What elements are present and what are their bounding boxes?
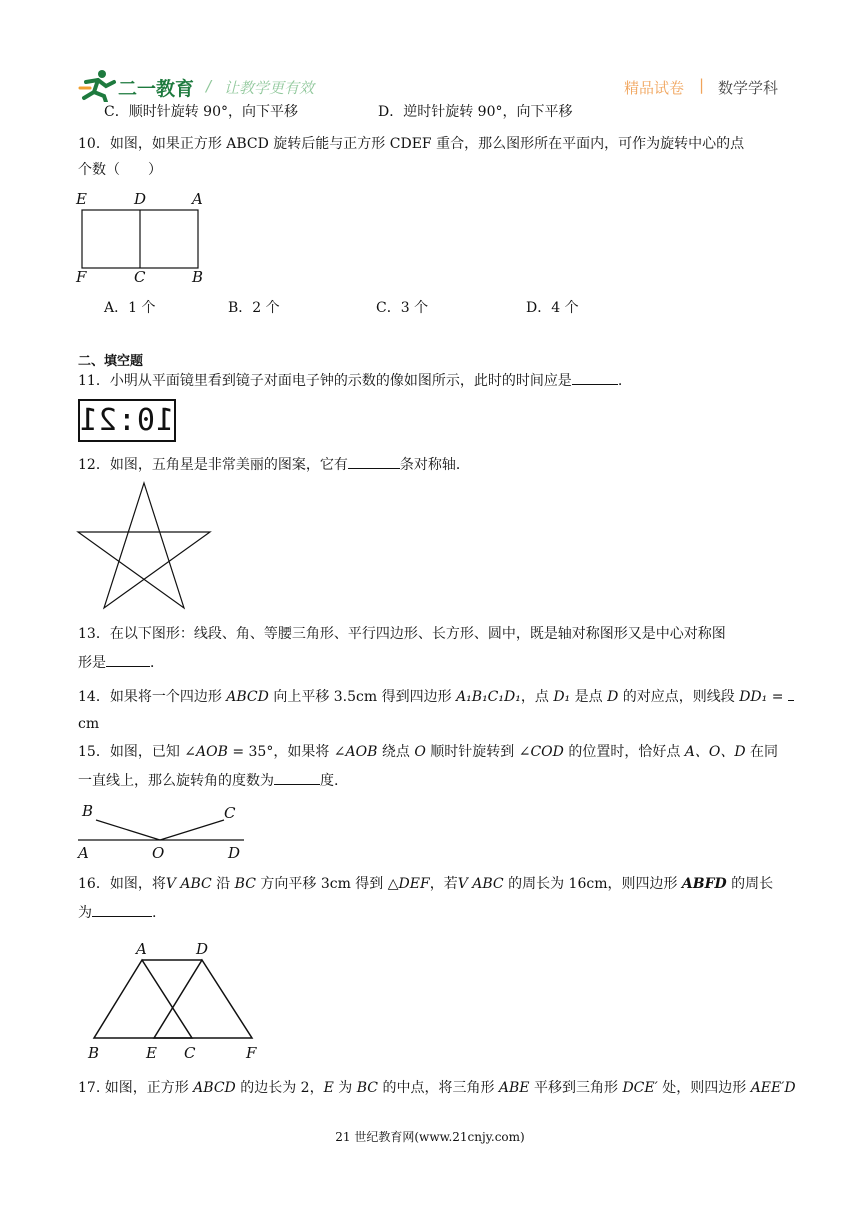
triangle-def [154, 960, 252, 1038]
pentagram [78, 483, 210, 608]
answer-blank [788, 686, 794, 701]
q15-angle-figure [74, 798, 254, 862]
footer: 21 世纪教育网(www.21cnjy.com) [335, 1130, 525, 1144]
label-c: C [224, 804, 236, 822]
label-f: F [246, 1044, 257, 1062]
q10-figure [70, 188, 220, 286]
label-b: B [88, 1044, 100, 1062]
ray-oc [160, 820, 224, 840]
label-d: D [196, 940, 209, 958]
label-a: A [136, 940, 147, 958]
q16-text-line1: 16．如图，将V ABC 沿 BC 方向平移 3cm 得到 △DEF，若V ABC 的周长为 16cm，则四边形 ABFD 的周长 [78, 876, 774, 892]
q10-option-b: B．2 个 [228, 300, 280, 316]
mirrored-clock-display [78, 399, 176, 442]
label-b: B [82, 802, 94, 820]
runner-logo-icon [78, 68, 120, 102]
clock-digits: 10:21 [78, 403, 174, 438]
answer-blank [348, 454, 400, 469]
label-f: F [76, 268, 87, 286]
q17-text: 17. 如图，正方形 ABCD 的边长为 2，E 为 BC 的中点，将三角形 ABE 平移到三角形 DCE′ 处，则四边形 AEE′D [78, 1080, 796, 1096]
q16-translation-figure [84, 938, 268, 1064]
answer-blank [106, 652, 150, 667]
label-b: B [192, 268, 204, 286]
answer-blank [92, 902, 152, 917]
header-subject: 数学学科 [718, 79, 779, 97]
label-c: C [134, 268, 146, 286]
q10-option-a: A．1 个 [104, 300, 156, 316]
answer-blank [274, 770, 320, 785]
q15-text-line1: 15．如图，已知 ∠AOB = 35°，如果将 ∠AOB 绕点 O 顺时针旋转到 ∠COD 的位置时，恰好点 A、O、D 在同 [78, 744, 779, 760]
q11-text: 11．小明从平面镜里看到镜子对面电子钟的示数的像如图所示，此时的时间应是 . [78, 370, 622, 391]
answer-blank [572, 370, 618, 385]
brand-name: 二一教育 [118, 78, 195, 100]
q12-text: 12．如图，五角星是非常美丽的图案，它有 条对称轴． [78, 454, 470, 475]
header-divider: | [699, 76, 705, 94]
q13-text-line1: 13．在以下图形：线段、角、等腰三角形、平行四边形、长方形、圆中，既是轴对称图形又是中心对称图 [78, 626, 726, 642]
label-d: D [228, 844, 241, 862]
q13-text-line2: 形是 ． [78, 652, 164, 673]
label-e: E [146, 1044, 157, 1062]
q9-option-d: D．逆时针旋转 90°，向下平移 [378, 104, 573, 120]
label-c: C [184, 1044, 196, 1062]
label-d: D [134, 190, 147, 208]
label-o: O [152, 844, 165, 862]
q16-text-line2: 为 . [78, 902, 156, 923]
label-a: A [192, 190, 203, 208]
section-title: 二、填空题 [78, 354, 144, 369]
q14-unit: cm [78, 716, 100, 732]
q9-option-c: C．顺时针旋转 90°，向下平移 [104, 104, 298, 120]
q10-option-d: D．4 个 [526, 300, 579, 316]
q10-text-line2: 个数（ ） [78, 162, 162, 178]
header-label: 精品试卷 [624, 79, 685, 97]
label-a: A [78, 844, 89, 862]
q10-text-line1: 10．如图，如果正方形 ABCD 旋转后能与正方形 CDEF 重合，那么图形所在平面内，可作为旋转中心的点 [78, 136, 745, 152]
brand-slogan: 让教学更有效 [224, 79, 315, 97]
q10-option-c: C．3 个 [376, 300, 429, 316]
q14-text: 14．如果将一个四边形 ABCD 向上平移 3.5cm 得到四边形 A₁B₁C₁D₁，点 D₁ 是点 D 的对应点，则线段 DD₁ = [78, 686, 794, 707]
header-slash: / [206, 77, 212, 95]
label-e: E [76, 190, 87, 208]
ray-ob [96, 820, 160, 840]
q15-text-line2: 一直线上，那么旋转角的度数为 度. [78, 770, 338, 791]
q12-star-figure [74, 480, 214, 612]
